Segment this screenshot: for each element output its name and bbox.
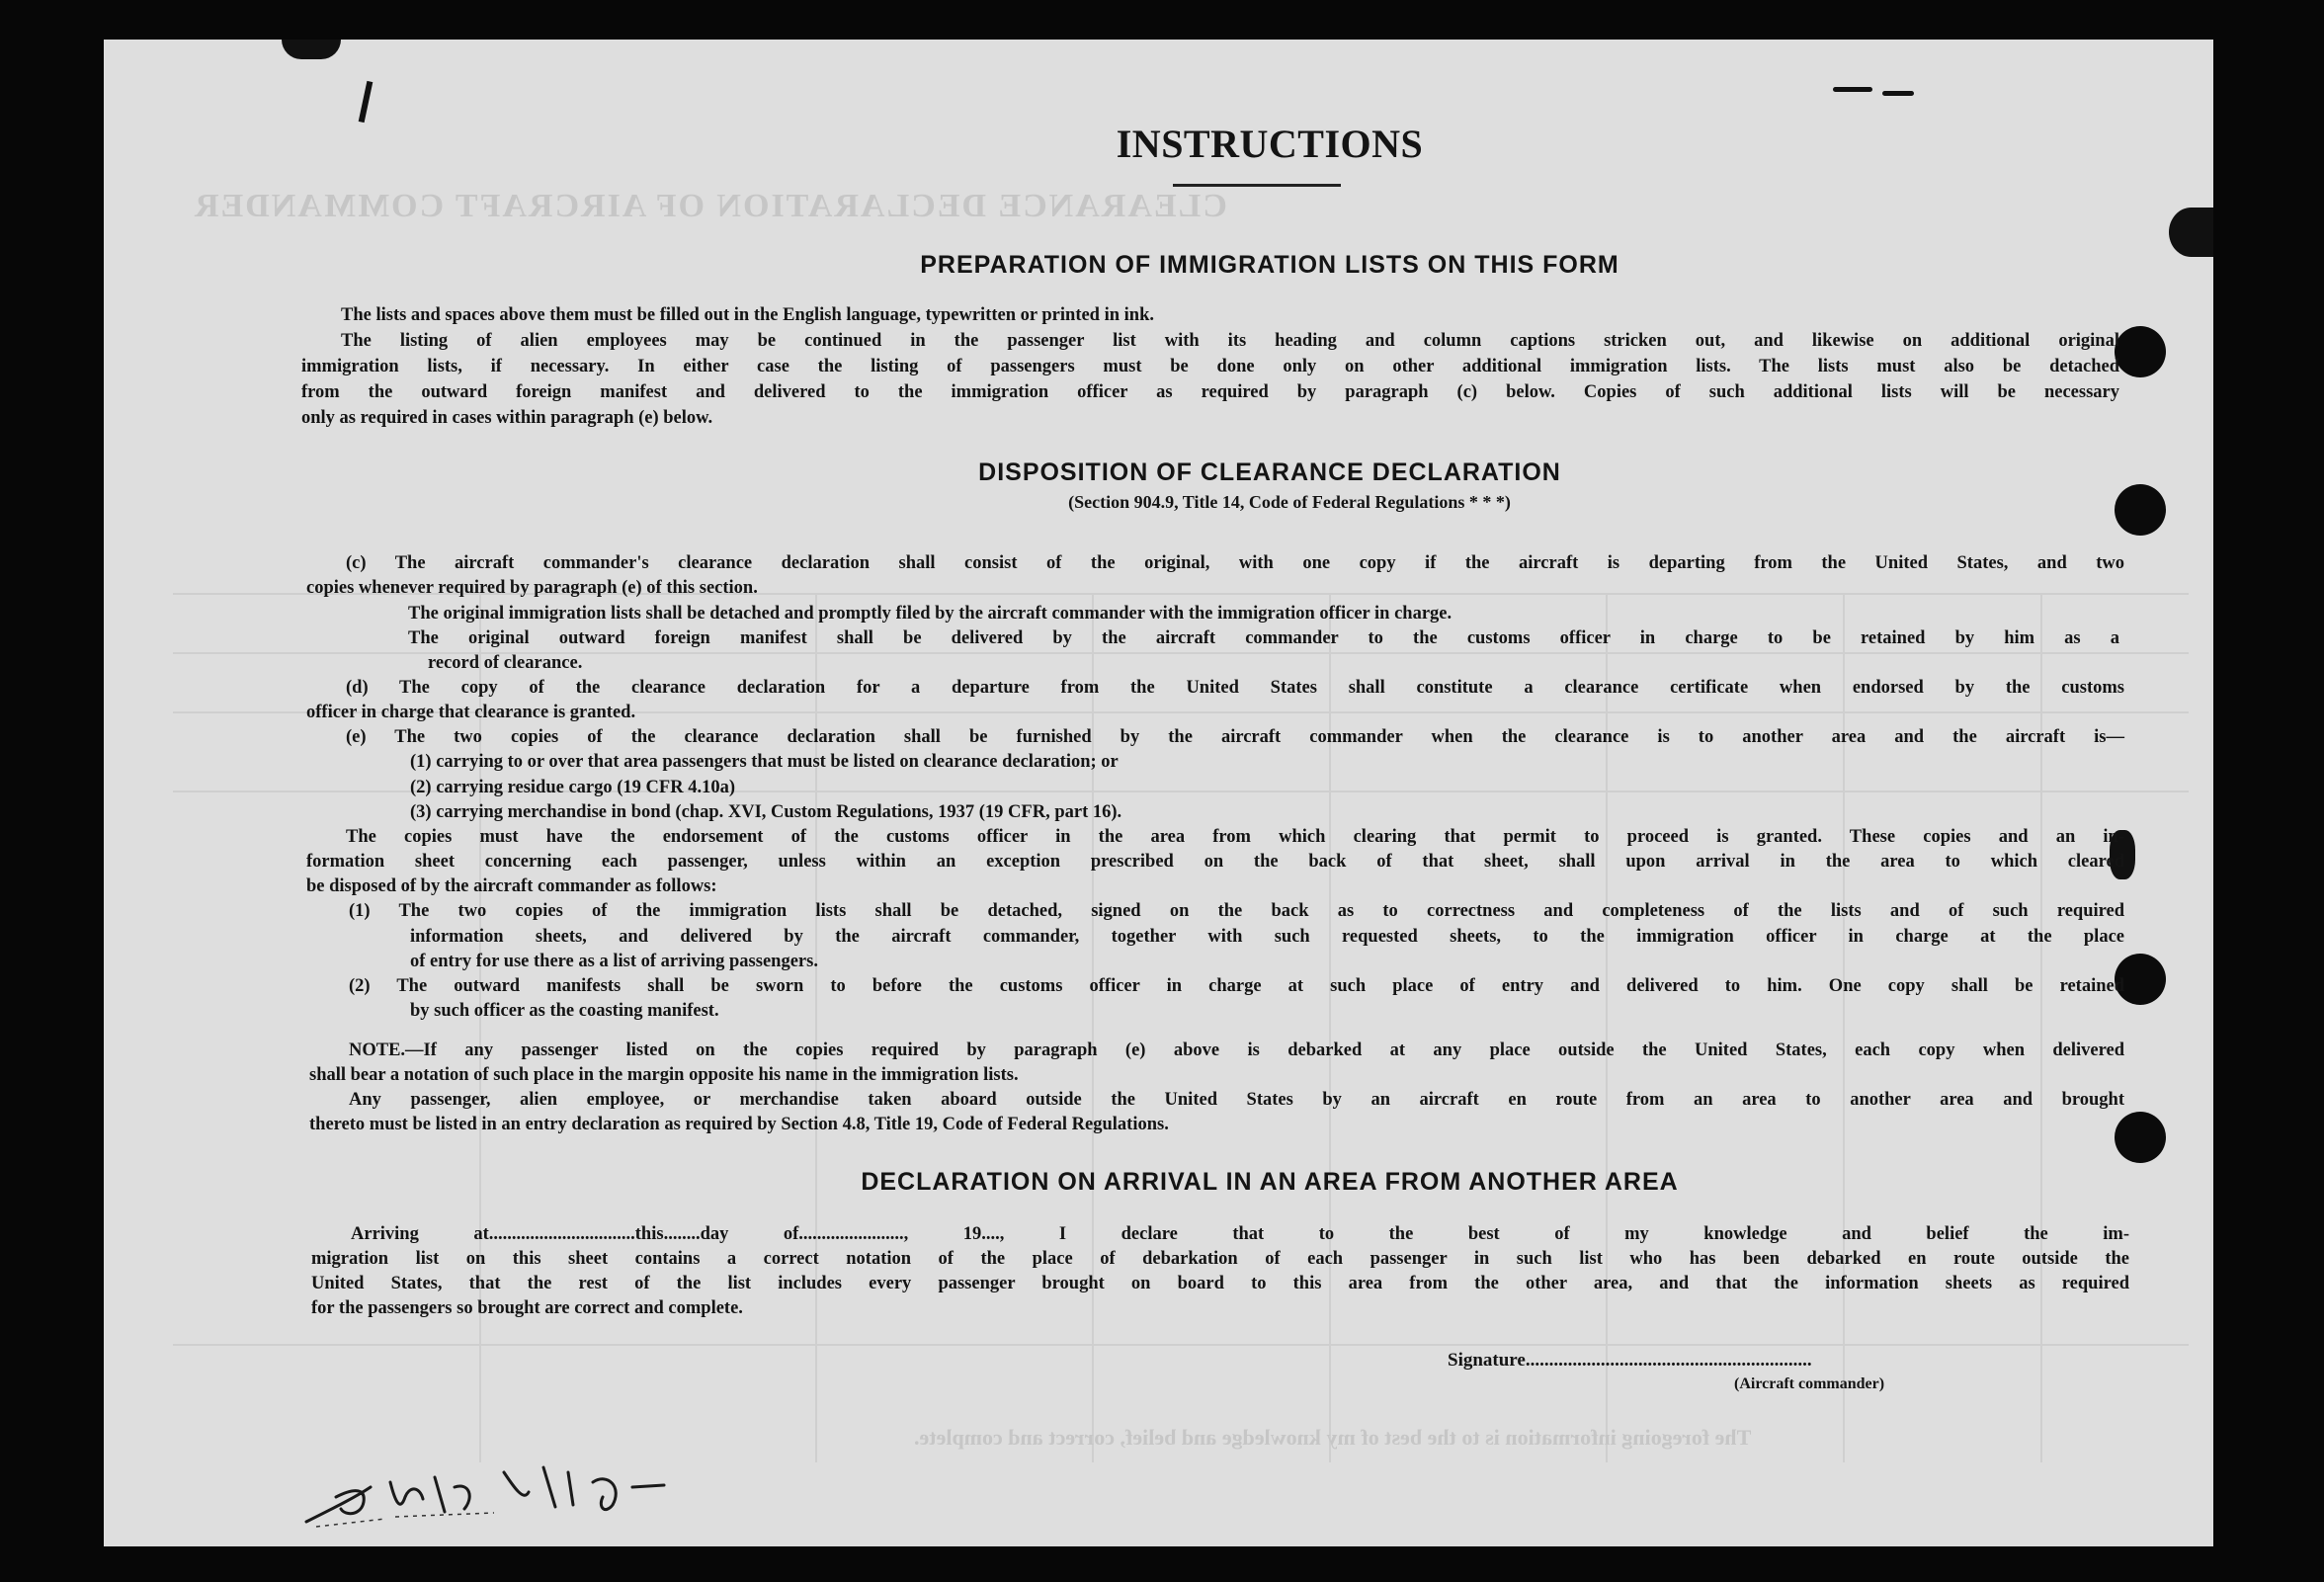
declaration-line: United States, that the rest of the list includes every passenger brought on board to this area from the other area, and that the information sheets as required	[311, 1274, 2129, 1293]
paragraph-line: (2) The outward manifests shall be sworn to before the customs officer in charge at such place of entry and delivered to him. One copy shall be retained	[349, 976, 2124, 996]
paragraph-line: (2) carrying residue cargo (19 CFR 4.10a)	[410, 778, 735, 797]
paragraph-line: NOTE.—If any passenger listed on the copies required by paragraph (e) above is debarked at any place outside the United States, each copy when delivered	[349, 1041, 2124, 1060]
paragraph-line: (3) carrying merchandise in bond (chap. XVI, Custom Regulations, 1937 (19 CFR, part 16).	[410, 802, 1122, 822]
paragraph-line: (e) The two copies of the clearance declaration shall be furnished by the aircraft commander when the clearance is to another area and the aircraft is—	[346, 727, 2124, 747]
document-page	[104, 40, 2213, 1546]
declaration-line: migration list on this sheet contains a correct notation of the place of debarkation of each passenger in such list who has been debarked en route outside the	[311, 1249, 2129, 1269]
paragraph-line: (d) The copy of the clearance declaration for a departure from the United States shall constitute a clearance certificate when endorsed by the customs	[346, 678, 2124, 698]
section-heading-declaration: DECLARATION ON ARRIVAL IN AN AREA FROM ANOTHER AREA	[861, 1168, 1679, 1196]
paragraph-line: only as required in cases within paragraph (e) below.	[301, 408, 713, 428]
section-heading-preparation: PREPARATION OF IMMIGRATION LISTS ON THIS FORM	[920, 251, 1619, 279]
paragraph-line: shall bear a notation of such place in the margin opposite his name in the immigration lists.	[309, 1065, 1019, 1085]
paragraph-line: from the outward foreign manifest and delivered to the immigration officer as required by paragraph (c) below. Copies of such additional lists will be necessary	[301, 382, 2119, 402]
paragraph-line: be disposed of by the aircraft commander as follows:	[306, 876, 717, 896]
title-underline	[1173, 184, 1341, 187]
regulation-citation: (Section 904.9, Title 14, Code of Federal Regulations * * *)	[1068, 492, 1511, 512]
paragraph-line: information sheets, and delivered by the aircraft commander, together with such requested sheets, to the immigration officer in charge at the place	[410, 927, 2124, 947]
declaration-line: for the passengers so brought are correct and complete.	[311, 1298, 743, 1318]
paragraph-line: record of clearance.	[428, 653, 583, 673]
paragraph-line: formation sheet concerning each passenger, unless within an exception prescribed on the back of that sheet, shall upon arrival in the area to which cleared	[306, 852, 2124, 872]
bleed-through-text: CLEARANCE DECLARATION OF AIRCRAFT COMMANDER	[193, 188, 1227, 224]
declaration-line: Arriving at................................this........day of......................., 19...., I declare that to the best of my knowledge and belief the im-	[351, 1224, 2129, 1244]
handwritten-signature	[296, 1428, 751, 1537]
signature-sublabel: (Aircraft commander)	[1734, 1375, 1885, 1392]
paragraph-line: copies whenever required by paragraph (e) of this section.	[306, 578, 758, 598]
page-title: INSTRUCTIONS	[1116, 122, 1424, 166]
bleed-through-text: The foregoing information is to the best of my knowledge and belief, correct and complete.	[914, 1425, 1752, 1450]
paragraph-line: The lists and spaces above them must be filled out in the English language, typewritten or printed in ink.	[341, 305, 1154, 325]
paragraph-line: officer in charge that clearance is granted.	[306, 703, 636, 722]
paragraph-line: of entry for use there as a list of arriving passengers.	[410, 952, 818, 971]
signature-line: Signature.............................................................	[1448, 1350, 1812, 1371]
paragraph-line: Any passenger, alien employee, or merchandise taken aboard outside the United States by an aircraft en route from an area to another area and brought	[349, 1090, 2124, 1110]
paragraph-line: immigration lists, if necessary. In either case the listing of passengers must be done only on other additional immigration lists. The lists must also be detached	[301, 357, 2119, 376]
paragraph-line: The copies must have the endorsement of the customs officer in the area from which clearing that permit to proceed is granted. These copies and an in-	[346, 827, 2124, 847]
paragraph-line: The original immigration lists shall be detached and promptly filed by the aircraft commander with the immigration officer in charge.	[408, 604, 1452, 624]
paragraph-line: thereto must be listed in an entry declaration as required by Section 4.8, Title 19, Code of Federal Regulations.	[309, 1115, 1169, 1134]
paragraph-line: by such officer as the coasting manifest.	[410, 1001, 719, 1021]
paragraph-line: (c) The aircraft commander's clearance declaration shall consist of the original, with one copy if the aircraft is departing from the United States, and two	[346, 553, 2124, 573]
paragraph-line: (1) carrying to or over that area passengers that must be listed on clearance declaration; or	[410, 752, 1119, 772]
section-heading-disposition: DISPOSITION OF CLEARANCE DECLARATION	[978, 458, 1561, 486]
paragraph-line: The original outward foreign manifest shall be delivered by the aircraft commander to the customs officer in charge to be retained by him as a	[408, 628, 2119, 648]
paragraph-line: (1) The two copies of the immigration lists shall be detached, signed on the back as to correctness and completeness of the lists and of such required	[349, 901, 2124, 921]
paragraph-line: The listing of alien employees may be continued in the passenger list with its heading and column captions stricken out, and likewise on additional original	[341, 331, 2119, 351]
